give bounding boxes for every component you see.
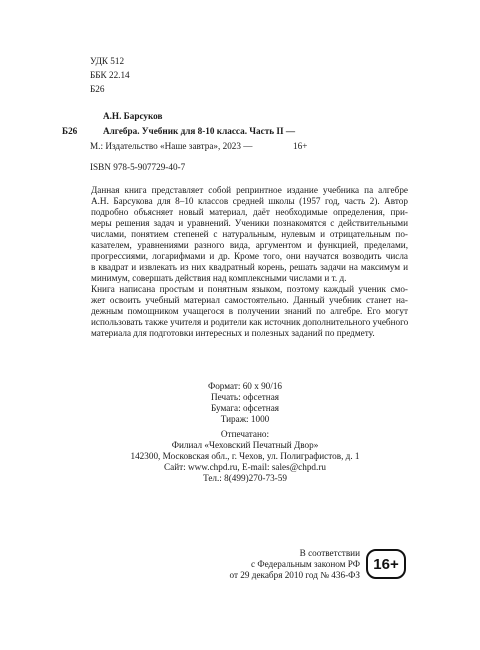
legal-line-2: с Федеральным законом РФ [250, 559, 360, 569]
printer-name: Филиал «Чеховский Печатный Двор» [171, 440, 319, 450]
annotation-line: Данная книга представляет собой репринтное издание учебника па алгебре [91, 185, 408, 195]
udk-code: УДК 512 [90, 56, 125, 66]
book-title: Алгебра. Учебник для 8-10 класса. Часть II — [103, 126, 296, 136]
annotation-line: в квадрат и извлекать из них квадратный корень, решать задачи на максимум и [91, 262, 408, 272]
legal-notice [205, 548, 360, 581]
publisher-line: М.: Издательство «Наше завтра», 2023 — [90, 141, 253, 151]
age-rating-badge: 16+ [366, 549, 406, 579]
legal-line-3: от 29 декабря 2010 год № 436-ФЗ [229, 570, 360, 580]
isbn: ISBN 978-5-907729-40-7 [90, 162, 186, 172]
annotation-paragraph-2 [73, 284, 408, 339]
annotation-line: казателем, уравнениями разного вида, аргументом и функцией, пределами, [91, 240, 408, 250]
author-sign: Б26 [90, 84, 105, 94]
annotation-line: прогрессиями, логарифмами и др. Кроме того, они научатся возводить числа [91, 251, 408, 261]
author-sign-code: Б26 [62, 126, 78, 136]
printer-phone: Тел.: 8(499)270-73-59 [203, 473, 287, 483]
annotation-line: А.Н. Барсукова для 8–10 классов средней школы (1957 год, часть 2). Автор [91, 196, 408, 206]
print-run: Тираж: 1000 [220, 414, 270, 424]
annotation-line: материала для подготовки интересных и полезных заданий по предмету. [91, 328, 375, 338]
bbk-code: ББК 22.14 [90, 70, 130, 80]
annotation-line: числами, понятием степеней с натуральным, нулевым и отрицательным по- [91, 229, 408, 239]
printer-site: Сайт: www.chpd.ru, E-mail: sales@chpd.ru [164, 462, 326, 472]
age-rating-text: 16+ [293, 141, 308, 151]
legal-line-1: В соответствии [299, 548, 360, 558]
annotation-line: меры решения задач и уравнений. Ученики познакомятся с действительными [91, 218, 408, 228]
annotation [73, 185, 408, 339]
printed-label: Отпечатано: [220, 429, 270, 439]
printer-address: 142300, Московская обл., г. Чехов, ул. Полиграфистов, д. 1 [130, 451, 360, 461]
annotation-line: дежным помощником учащегося в получении знаний по алгебре. Его могут [91, 306, 408, 316]
printing-type: Печать: офсетная [210, 392, 280, 402]
format: Формат: 60 x 90/16 [207, 381, 283, 391]
annotation-paragraph-1 [73, 185, 408, 284]
annotation-line: жет освоить учебный материал самостоятельно. Данный учебник станет на- [91, 295, 408, 305]
paper-type: Бумага: офсетная [210, 403, 280, 413]
annotation-line: минимум, совершать действия над комплексными числами и т. д. [91, 273, 347, 283]
author-name: А.Н. Барсуков [103, 111, 163, 121]
annotation-line: Книга написана простым и понятным языком, поэтому каждый ученик смо- [91, 284, 408, 294]
annotation-line: подробно объясняет новый материал, даёт необходимые определения, при- [91, 207, 408, 217]
annotation-line: использовать также учителя и родители как источник дополнительного учебного [91, 317, 409, 327]
imprint-block [130, 381, 360, 491]
